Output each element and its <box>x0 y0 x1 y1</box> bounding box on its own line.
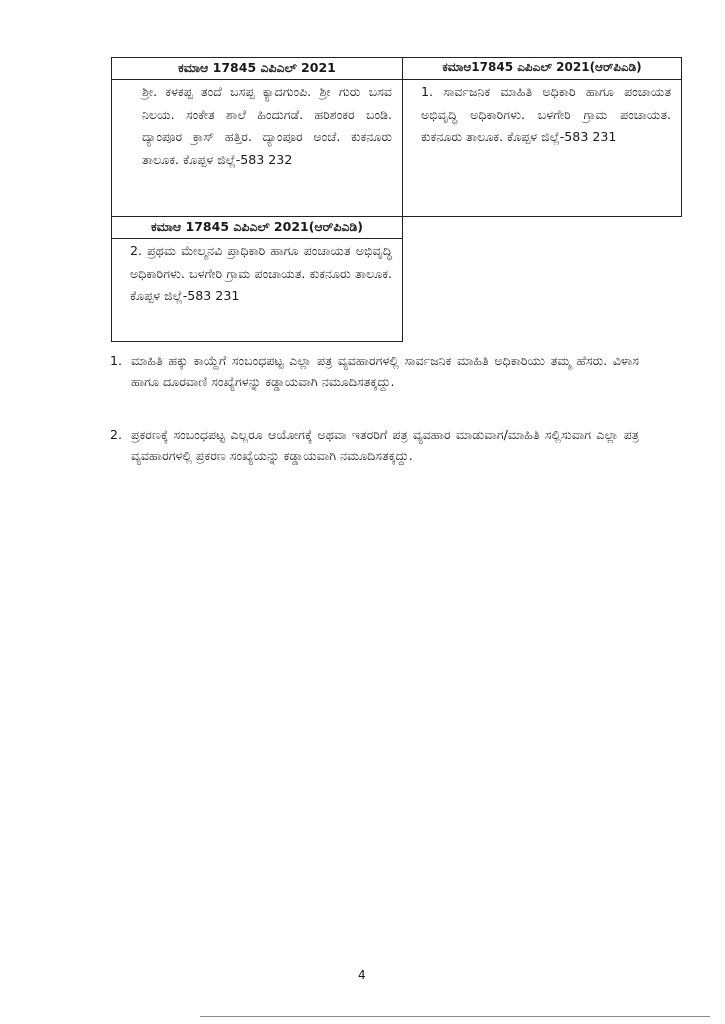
cell-heading: ಕಮಾಆ17845 ಎಪಿಎಲ್ 2021(ಆರ್‌ಪಿಎಡಿ) <box>403 58 681 80</box>
table-cell-respondent-1 <box>403 58 681 216</box>
table-cell-complainant <box>112 58 402 216</box>
table-bottom-border <box>111 341 403 342</box>
note-text: ಮಾಹಿತಿ ಹಕ್ಕು ಕಾಯ್ದೆಗೆ ಸಂಬಂಧಪಟ್ಟ ಎಲ್ಲಾ ಪತ್ರ ವ್ಯವಹಾರಗಳಲ್ಲಿ ಸಾರ್ವಜನಿಕ ಮಾಹಿತಿ ಅಧಿಕಾರಿಯು ತಮ್ಮ ಹೆಸರು. ವಿಳಾಸ ಹಾಗೂ ದೂರವಾಣಿ ಸಂಖ್ಯೆಗಳನ್ನು ಕಡ್ಡಾಯವಾಗಿ ನಮೂದಿಸತಕ್ಕದ್ದು. <box>131 353 639 389</box>
respondent-1-address: 1. ಸಾರ್ವಜನಿಕ ಮಾಹಿತಿ ಅಧಿಕಾರಿ ಹಾಗೂ ಪಂಚಾಯತ ಅಭಿವೃದ್ಧಿ ಅಧಿಕಾರಿಗಳು. ಬಳಗೇರಿ ಗ್ರಾಮ ಪಂಚಾಯತ. ಕುಕನೂರು ತಾಲೂಕ. ಕೊಪ್ಪಳ ಜಿಲ್ಲೆ-583 231 <box>421 84 671 144</box>
note-number: 2. <box>110 427 123 442</box>
table-cell-respondent-2 <box>112 217 402 341</box>
complainant-address: ಶ್ರೀ. ಕಳಕಪ್ಪ ತಂದೆ ಬಸಪ್ಪ ಕ್ಯಾದಗುಂಪಿ. ಶ್ರೀ ಗುರು ಬಸವ ನಿಲಯ. ಸಂಕೇತ ಶಾಲೆ ಹಿಂದುಗಡೆ. ಹರಿಶಂಕರ ಬಂಡಿ. ದ್ಯಾಂಪೂರ ಕ್ರಾಸ್ ಹತ್ತಿರ. ದ್ಯಾಂಪೂರ ಅಂಚೆ. ಕುಕನೂರು ತಾಲೂಕ. ಕೊಪ್ಪಳ ಜಿಲ್ಲೆ-583 232 <box>142 84 392 167</box>
table-right-border <box>681 57 682 217</box>
scan-edge-line <box>200 1016 710 1017</box>
cell-heading: ಕಮಾಆ 17845 ಎಪಿಎಲ್ 2021(ಆರ್‌ಪಿಎಡಿ) <box>112 217 402 239</box>
respondent-2-address: 2. ಪ್ರಥಮ ಮೇಲ್ಮನವಿ ಪ್ರಾಧಿಕಾರಿ ಹಾಗೂ ಪಂಚಾಯತ ಅಭಿವೃದ್ಧಿ ಅಧಿಕಾರಿಗಳು. ಬಳಗೇರಿ ಗ್ರಾಮ ಪಂಚಾಯತ. ಕುಕನೂರು ತಾಲೂಕ. ಕೊಪ್ಪಳ ಜಿಲ್ಲೆ-583 231 <box>130 243 392 303</box>
note-text: ಪ್ರಕರಣಕ್ಕೆ ಸಂಬಂಧಪಟ್ಟ ಎಲ್ಲರೂ ಆಯೋಗಕ್ಕೆ ಅಥವಾ ಇತರರಿಗೆ ಪತ್ರ ವ್ಯವಹಾರ ಮಾಡುವಾಗ/ಮಾಹಿತಿ ಸಲ್ಲಿಸುವಾಗ ಎಲ್ಲಾ ಪತ್ರ ವ್ಯವಹಾರಗಳಲ್ಲಿ ಪ್ರಕರಣ ಸಂಖ್ಯೆಯನ್ನು ಕಡ್ಡಾಯವಾಗಿ ನಮೂದಿಸತಕ್ಕದ್ದು. <box>131 427 639 463</box>
cell-heading: ಕಮಾಆ 17845 ಎಪಿಎಲ್ 2021 <box>112 58 402 80</box>
note-number: 1. <box>110 353 123 368</box>
page-number: 4 <box>358 968 366 982</box>
